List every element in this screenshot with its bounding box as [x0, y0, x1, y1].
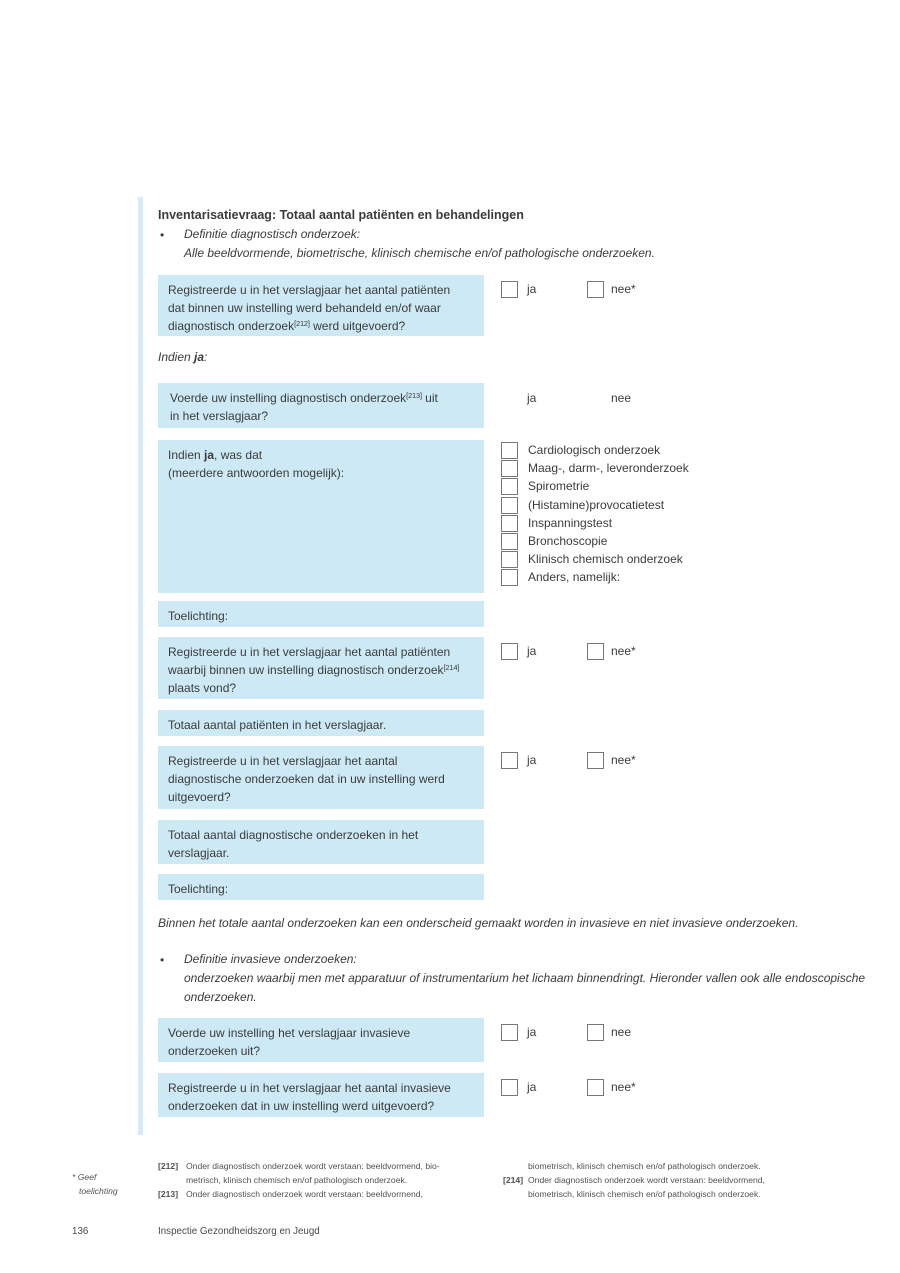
q4-ja-label: ja [527, 644, 537, 658]
definition2-body-line1: onderzoeken waarbij men met apparatuur of instrumentarium het lichaam binnendringt. Hieronder vallen ook alle endoscopische [184, 971, 866, 985]
definition2-body-line2: onderzoeken. [184, 990, 257, 1004]
q3-option-6-checkbox[interactable] [501, 551, 518, 568]
q6-ja-label: ja [527, 1025, 537, 1039]
question-box-q1 [158, 275, 484, 336]
q3-option-4-checkbox[interactable] [501, 515, 518, 532]
q1-line3-post: werd uitgevoerd? [309, 319, 406, 333]
q4-line2 [168, 661, 474, 679]
q7-line1: Registreerde u in het verslagjaar het aantal invasieve [168, 1081, 451, 1095]
footnote-213-line1: Onder diagnostisch onderzoek wordt verstaan: beeldvormend, [186, 1189, 423, 1199]
q6-ja-checkbox[interactable] [501, 1024, 518, 1041]
q1-nee-checkbox[interactable] [587, 281, 604, 298]
totaal-onderzoeken-box [158, 820, 484, 864]
q5-line3: uitgevoerd? [168, 790, 231, 804]
q3-option-5-label: Bronchoscopie [528, 533, 608, 548]
margin-note-geef: Geef [77, 1172, 97, 1182]
q6-line2: onderzoeken uit? [168, 1044, 261, 1058]
q5-line2: diagnostische onderzoeken dat in uw instelling werd [168, 772, 445, 786]
question-box-q5 [158, 746, 484, 809]
q2-line1-post: uit [421, 391, 438, 405]
q3-option-3-checkbox[interactable] [501, 497, 518, 514]
q1-line3-pre: diagnostisch onderzoek [168, 319, 295, 333]
q7-nee-label: nee* [611, 1080, 636, 1094]
q3-line1-pre: Indien [168, 448, 205, 462]
q2-line2: in het verslagjaar? [170, 409, 269, 423]
toelichting-box-2 [158, 874, 484, 900]
q2-nee-label: nee [611, 391, 632, 405]
q3-line1-bold: ja [204, 448, 215, 462]
question-box-q3 [158, 440, 484, 593]
question-box-q2 [158, 383, 484, 428]
q1-nee-label: nee* [611, 282, 636, 296]
q1-footnote-ref-212: [212] [294, 319, 310, 328]
q2-line1-pre: Voerde uw instelling diagnostisch onderzoek [170, 391, 407, 405]
q3-option-1-checkbox[interactable] [501, 460, 518, 477]
asterisk: * [72, 1172, 76, 1182]
q3-option-row-6 [501, 551, 689, 569]
bullet-1: • [160, 228, 165, 242]
q7-line2: onderzoeken dat in uw instelling werd uitgevoerd? [168, 1099, 435, 1113]
margin-note-line1 [72, 1172, 96, 1183]
bullet-2: • [160, 953, 165, 967]
q3-option-row-1 [501, 460, 689, 478]
q5-ja-label: ja [527, 753, 537, 767]
q5-line1: Registreerde u in het verslagjaar het aantal [168, 754, 398, 768]
q1-line1: Registreerde u in het verslagjaar het aantal patiënten [168, 283, 451, 297]
q3-options [501, 442, 689, 588]
q5-nee-label: nee* [611, 753, 636, 767]
page-number: 136 [72, 1226, 89, 1237]
q3-option-1-label: Maag-, darm-, leveronderzoek [528, 461, 689, 476]
toelichting2-label: Toelichting: [168, 882, 229, 896]
q3-option-3-label: (Histamine)provocatietest [528, 497, 665, 512]
totaal-patienten-box [158, 710, 484, 736]
q7-nee-checkbox[interactable] [587, 1079, 604, 1096]
q3-line1-post: , was dat [214, 448, 263, 462]
q6-line1: Voerde uw instelling het verslagjaar invasieve [168, 1026, 411, 1040]
question-box-q7 [158, 1073, 484, 1117]
footnote-213-continuation: biometrisch, klinisch chemisch en/of pathologisch onderzoek. [528, 1161, 761, 1171]
q3-option-row-2 [501, 478, 689, 496]
q5-ja-checkbox[interactable] [501, 752, 518, 769]
q3-option-row-3 [501, 497, 689, 515]
q3-option-6-label: Klinisch chemisch onderzoek [528, 552, 683, 567]
totaal-onderzoeken-line1: Totaal aantal diagnostische onderzoeken in het [168, 828, 419, 842]
q3-option-4-label: Inspanningstest [528, 515, 613, 530]
note-paragraph: Binnen het totale aantal onderzoeken kan een onderscheid gemaakt worden in invasieve en niet invasieve onderzoeken. [158, 916, 799, 930]
q2-footnote-ref-213: [213] [406, 391, 422, 400]
q4-line1: Registreerde u in het verslagjaar het aantal patiënten [168, 645, 451, 659]
q1-ja-checkbox[interactable] [501, 281, 518, 298]
margin-note-line2: toelichting [79, 1186, 118, 1196]
q7-ja-label: ja [527, 1080, 537, 1094]
q2-line1 [170, 389, 474, 407]
footnote-212-line1: Onder diagnostisch onderzoek wordt verstaan: beeldvormend, bio- [186, 1161, 440, 1171]
q3-option-row-5 [501, 533, 689, 551]
footnote-213-marker: [213] [158, 1189, 179, 1199]
q3-option-2-checkbox[interactable] [501, 478, 518, 495]
indien-pre: Indien [158, 350, 195, 364]
q3-line2: (meerdere antwoorden mogelijk): [168, 466, 345, 480]
question-box-q6 [158, 1018, 484, 1062]
q3-option-row-4 [501, 515, 689, 533]
q6-nee-label: nee [611, 1025, 632, 1039]
indien-post: : [204, 350, 208, 364]
accent-line [138, 197, 143, 1135]
footnote-212-marker: [212] [158, 1161, 179, 1171]
definition2-term: Definitie invasieve onderzoeken: [184, 952, 357, 966]
page-title: Inventarisatievraag: Totaal aantal patiënten en behandelingen [158, 208, 524, 222]
q4-footnote-ref-214: [214] [443, 663, 460, 672]
q1-ja-label: ja [527, 282, 537, 296]
toelichting-box-1 [158, 601, 484, 627]
definition1-term: Definitie diagnostisch onderzoek: [184, 227, 361, 241]
q3-option-row-7 [501, 569, 689, 587]
footnote-214-line1: Onder diagnostisch onderzoek wordt verstaan: beeldvormend, [528, 1175, 765, 1185]
q1-line2: dat binnen uw instelling werd behandeld en/of waar [168, 301, 441, 315]
totaal-onderzoeken-line2: verslagjaar. [168, 846, 230, 860]
indien-ja-label [158, 350, 207, 364]
q3-option-2-label: Spirometrie [528, 479, 590, 494]
q6-nee-checkbox[interactable] [587, 1024, 604, 1041]
q7-ja-checkbox[interactable] [501, 1079, 518, 1096]
q4-line2-pre: waarbij binnen uw instelling diagnostisch onderzoek [168, 663, 444, 677]
footnote-212-line2: metrisch, klinisch chemisch en/of pathologisch onderzoek. [186, 1175, 408, 1185]
q4-nee-checkbox[interactable] [587, 643, 604, 660]
q4-nee-label: nee* [611, 644, 636, 658]
indien-bold: ja [194, 350, 205, 364]
q2-ja-label: ja [527, 391, 537, 405]
totaal-patienten-label: Totaal aantal patiënten in het verslagjaar. [168, 718, 387, 732]
q4-ja-checkbox[interactable] [501, 643, 518, 660]
q3-option-row-0 [501, 442, 689, 460]
q3-option-0-label: Cardiologisch onderzoek [528, 443, 661, 457]
q3-option-0-checkbox[interactable] [501, 442, 518, 459]
q3-option-7-checkbox[interactable] [501, 569, 518, 586]
footnote-214-line2: biometrisch, klinisch chemisch en/of pathologisch onderzoek. [528, 1189, 761, 1199]
q3-option-5-checkbox[interactable] [501, 533, 518, 550]
q3-option-7-label: Anders, namelijk: [528, 570, 621, 585]
definition1-body: Alle beeldvormende, biometrische, klinisch chemische en/of pathologische onderzoeken. [184, 246, 655, 260]
footer-organization: Inspectie Gezondheidszorg en Jeugd [158, 1226, 320, 1237]
toelichting1-label: Toelichting: [168, 609, 229, 623]
footnote-214-marker: [214] [503, 1175, 524, 1185]
q4-line3: plaats vond? [168, 681, 237, 695]
question-box-q4 [158, 637, 484, 699]
q3-line1 [168, 446, 474, 464]
q5-nee-checkbox[interactable] [587, 752, 604, 769]
q1-line3 [168, 317, 474, 335]
